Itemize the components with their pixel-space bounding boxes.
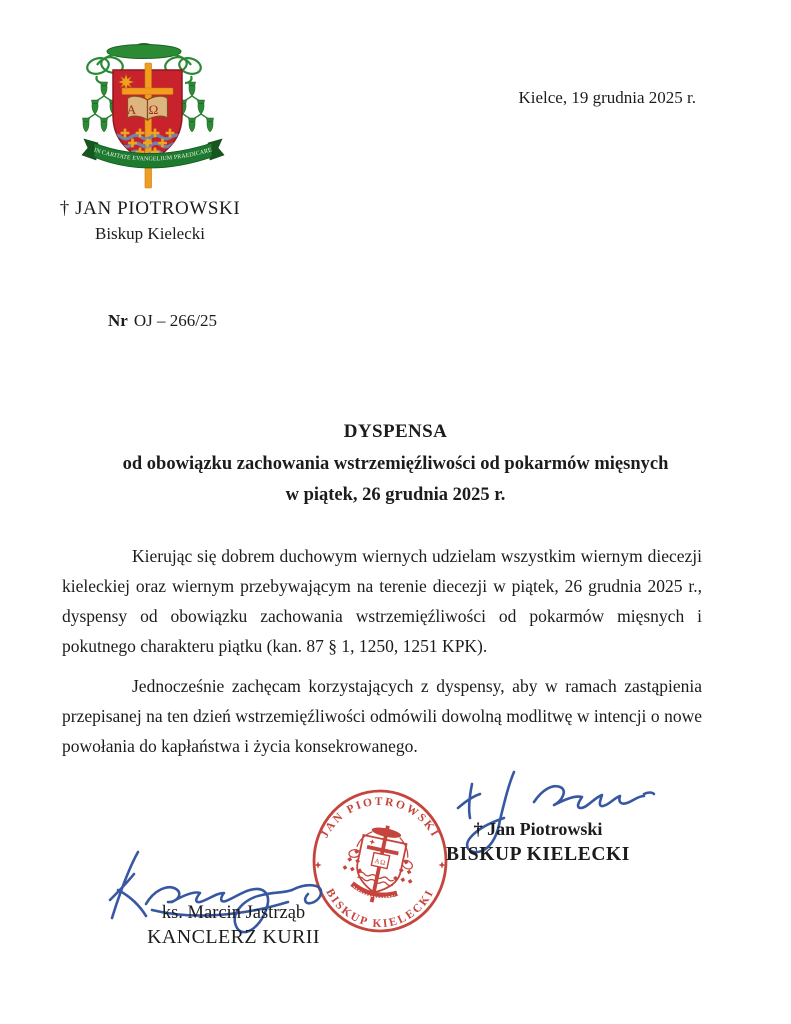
- stamp-book-letters: ΑΩ: [373, 856, 387, 868]
- title-line1: DYSPENSA: [343, 421, 448, 442]
- reference-value: OJ – 266/25: [133, 311, 217, 330]
- stamp-bottom-text: BISKUP KIELECKI: [323, 886, 437, 931]
- document-title: [50, 421, 741, 506]
- motto-text: IN CARITATE EVANGELIUM PRAEDICARE: [93, 147, 213, 163]
- signature-left-name: ks. Marcin Jastrząb: [161, 903, 306, 923]
- signature-left-title: KANCLERZ KURII: [147, 926, 320, 949]
- title-line2: od obowiązku zachowania wstrzemięźliwości od pokarmów mięsnych: [122, 454, 669, 474]
- signature-right-name: † Jan Piotrowski: [473, 819, 603, 839]
- galero-icon: [107, 44, 181, 59]
- book-letters: Α Ω: [126, 102, 164, 117]
- reference-label: Nr: [108, 311, 128, 330]
- stamp-top-text: JAN PIOTROWSKI: [318, 795, 442, 841]
- signature-left-block: [126, 902, 341, 949]
- title-line3: w piątek, 26 grudnia 2025 r.: [285, 485, 506, 505]
- sender-block: [40, 197, 260, 244]
- coat-of-arms: [82, 38, 224, 190]
- body-text: [62, 541, 702, 771]
- sender-name: † JAN PIOTROWSKI: [59, 198, 241, 219]
- date-line: Kielce, 19 grudnia 2025 r.: [518, 88, 696, 107]
- paragraph-1: Kierując się dobrem duchowym wiernych udzielam wszystkim wiernym diecezji kieleckiej oraz wiernym przebywającym na terenie diecezji w piątek, 26 grudnia 2025 r., dyspensy od obowiązku zachowania wstrzemięźliwości od pokarmów mięsnych i pokutnego charakteru piątku (kan. 87 § 1, 1250, 1251 KPK).: [62, 546, 702, 656]
- stamp-coat-of-arms: [337, 818, 423, 909]
- signature-right-block: [438, 819, 638, 866]
- signature-right-title: BISKUP KIELECKI: [445, 843, 630, 865]
- reference-number: [108, 311, 217, 331]
- paragraph-2: Jednocześnie zachęcam korzystających z dyspensy, aby w ramach zastąpienia przepisanej na ten dzień wstrzemięźliwości odmówili dowolną modlitwę w intencji o nowe powołania do kapłaństwa i życia konsekrowanego.: [62, 676, 702, 756]
- sender-title: Biskup Kielecki: [94, 223, 205, 243]
